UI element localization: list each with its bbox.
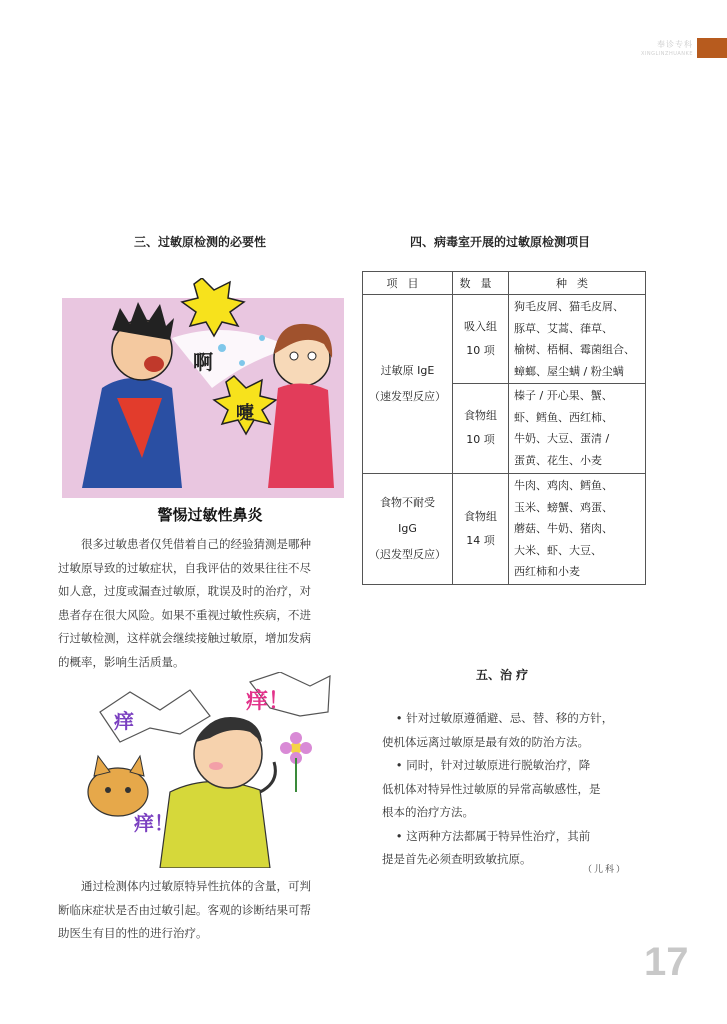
category-reaction: （迟发型反应） — [369, 547, 446, 561]
paragraph-line: 过敏原导致的过敏症状，自我评估的效果往往不尽 — [58, 560, 311, 575]
bullet-marker: • — [395, 711, 403, 725]
paragraph-line: 通过检测体内过敏原特异性抗体的含量，可判 — [81, 879, 311, 893]
item-line: 豚草、艾蒿、葎草、 — [514, 321, 613, 335]
items-cell — [509, 473, 646, 584]
group-name: 吸入组 — [464, 320, 497, 334]
page-number: 17 — [644, 940, 689, 984]
header-color-block — [697, 38, 727, 58]
table-row — [363, 295, 646, 384]
section-3-title: 三、过敏原检测的必要性 — [134, 235, 267, 249]
item-line: 蟑螂、屋尘螨 / 粉尘螨 — [514, 364, 624, 378]
exclaim-text-2: 嚏 — [236, 403, 254, 424]
itching-illustration — [60, 672, 346, 868]
bullet-marker: • — [395, 758, 403, 772]
list-item — [382, 707, 644, 731]
items-cell — [509, 295, 646, 384]
item-line: 玉米、螃蟹、鸡蛋、 — [514, 500, 613, 514]
items-cell — [509, 384, 646, 473]
bullet-text: 针对过敏原遵循避、忌、替、移的方针， — [406, 711, 614, 725]
group-count: 14 项 — [466, 533, 495, 547]
list-item-continuation: 使机体远离过敏原是最有效的防治方法。 — [382, 734, 589, 749]
category-cell — [363, 295, 453, 474]
item-line: 大米、虾、大豆、 — [514, 543, 602, 557]
item-line: 蘑菇、牛奶、猪肉、 — [514, 522, 613, 536]
category-code: IgG — [398, 521, 417, 535]
treatment-list — [382, 707, 644, 872]
category-name: 食物不耐受 — [380, 495, 435, 509]
paragraph-line: 的概率，影响生活质量。 — [58, 654, 185, 669]
paragraph-line: 很多过敏患者仅凭借着自己的经验猜测是哪种 — [81, 537, 311, 551]
bullet-marker: • — [395, 828, 403, 843]
column-title: 奉诊专科 — [657, 40, 693, 49]
bullet-text: 这两种方法都属于特异性治疗，其前 — [406, 828, 591, 843]
illustration-caption: 警惕过敏性鼻炎 — [157, 506, 263, 524]
item-line: 西红柿和小麦 — [514, 565, 580, 579]
itch-text-3: 痒！ — [134, 811, 174, 835]
group-name: 食物组 — [464, 409, 497, 423]
group-cell — [453, 295, 509, 384]
allergen-test-table — [362, 271, 645, 585]
item-line: 牛肉、鸡肉、鳕鱼、 — [514, 479, 613, 493]
paragraph-line: 助医生有目的性的进行治疗。 — [58, 926, 208, 940]
exclaim-text-1: 啊 — [193, 350, 213, 374]
itch-text-2: 痒 — [114, 709, 134, 733]
item-line: 牛奶、大豆、蛋清 / — [514, 432, 610, 446]
paragraph-line: 如人意，过度或漏查过敏原，耽误及时的治疗，对 — [58, 584, 311, 598]
group-cell — [453, 473, 509, 584]
group-cell — [453, 384, 509, 473]
list-item — [382, 754, 644, 778]
list-item — [382, 825, 644, 849]
department-credit: （儿科） — [583, 865, 628, 875]
column-header: 数量 — [453, 272, 509, 295]
bullet-text: 同时，针对过敏原进行脱敏治疗，降 — [406, 758, 591, 772]
paragraph-line: 患者存在很大风险。如果不重视过敏性疾病，不进 — [58, 607, 311, 622]
column-title-en: XINGLINZHUANKE — [641, 51, 693, 57]
category-name: 过敏原 IgE — [380, 363, 435, 377]
group-name: 食物组 — [464, 509, 497, 523]
item-line: 榛子 / 开心果、蟹、 — [514, 389, 613, 403]
group-count: 10 项 — [466, 433, 495, 447]
list-item-continuation: 根本的治疗方法。 — [382, 805, 474, 819]
column-header: 种类 — [509, 272, 646, 295]
category-cell — [363, 473, 453, 584]
list-item-continuation: 提是首先必须查明致敏抗原。 — [382, 852, 532, 866]
rhinitis-illustration — [62, 278, 344, 526]
item-line: 榆树、梧桐、霉菌组合、 — [514, 343, 635, 357]
item-line: 蛋黄、花生、小麦 — [514, 453, 602, 467]
group-count: 10 项 — [466, 344, 495, 358]
item-line: 虾、鳕鱼、西红柿、 — [514, 410, 613, 424]
itch-text-1: 痒！ — [245, 689, 291, 714]
column-header: 项目 — [363, 272, 453, 295]
table-header-row — [363, 272, 646, 295]
paragraph-line: 行过敏检测，这样就会继续接触过敏原，增加发病 — [58, 631, 311, 645]
section-3-paragraph-2 — [58, 875, 348, 946]
paragraph-line: 断临床症状是否由过敏引起。客观的诊断结果可帮 — [58, 902, 311, 917]
running-header — [641, 40, 693, 58]
section-4-title: 四、病毒室开展的过敏原检测项目 — [410, 235, 591, 249]
section-3-paragraph-1 — [58, 533, 348, 674]
list-item-continuation: 低机体对特异性过敏原的异常高敏感性，是 — [382, 781, 601, 796]
table-row — [363, 473, 646, 584]
category-reaction: （速发型反应） — [369, 389, 446, 403]
section-5-title: 五、治 疗 — [476, 668, 529, 682]
item-line: 狗毛皮屑、猫毛皮屑、 — [514, 300, 624, 314]
